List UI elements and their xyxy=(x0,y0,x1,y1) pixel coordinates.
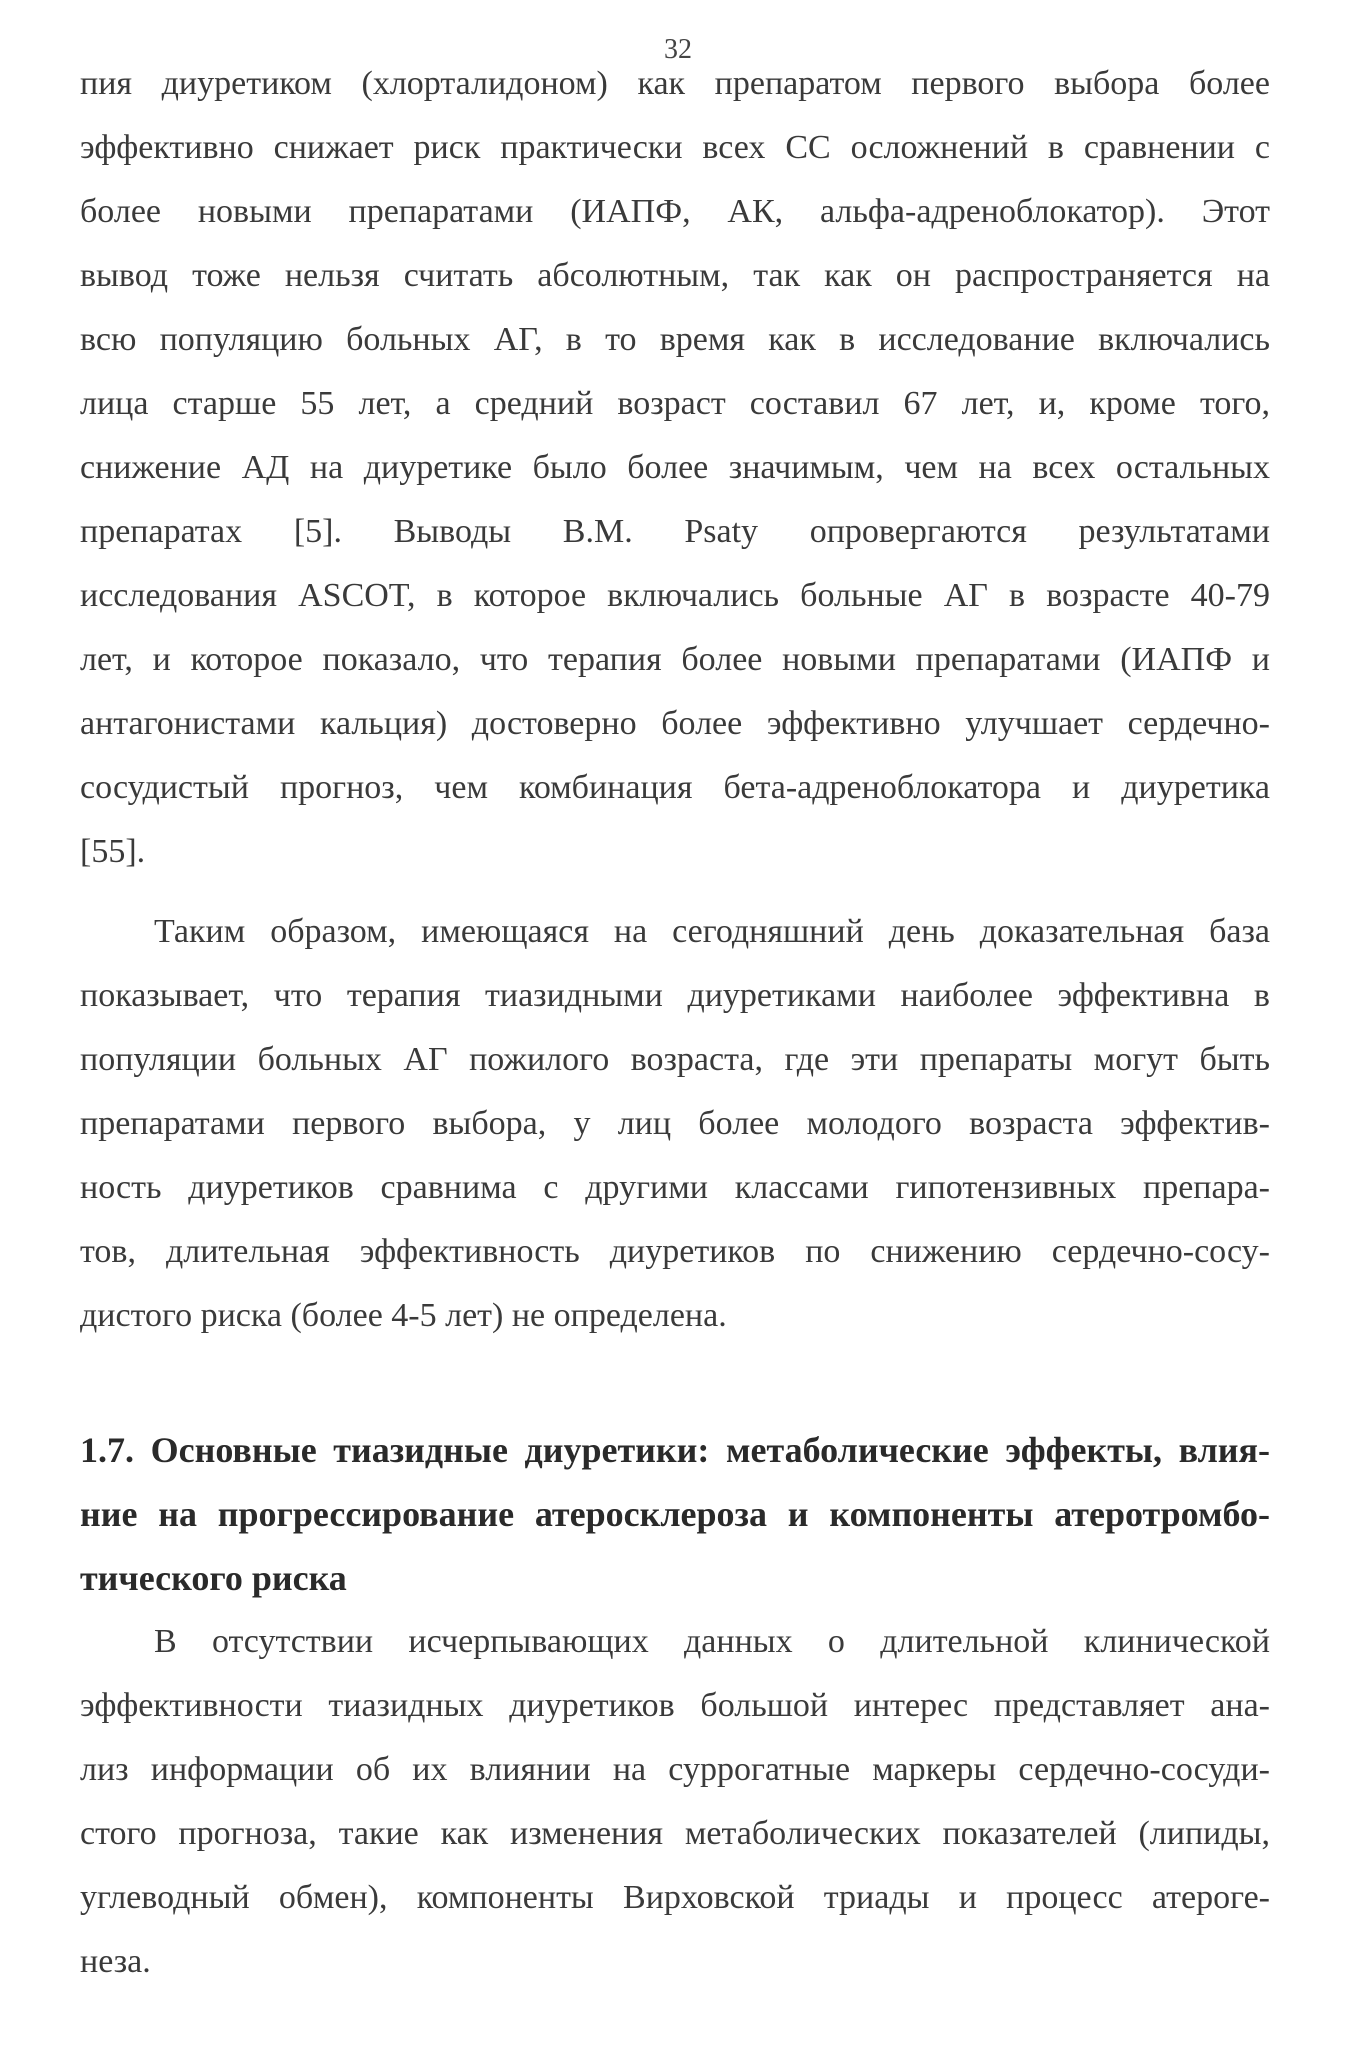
heading-line: тического риска xyxy=(80,1558,347,1598)
section-heading xyxy=(80,1418,1270,1610)
paragraph-3 xyxy=(80,1610,1270,1994)
paragraph-1 xyxy=(80,52,1270,884)
text-line: дистого риска (более 4-5 лет) не определена. xyxy=(80,1297,727,1334)
text-line: более новыми препаратами (ИАПФ, АК, альфа-адреноблокатор). Этот xyxy=(80,193,1270,230)
text-line: ность диуретиков сравнима с другими классами гипотензивных препара- xyxy=(80,1169,1270,1206)
text-line: показывает, что терапия тиазидными диуретиками наиболее эффективна в xyxy=(80,977,1270,1014)
text-line: сосудистый прогноз, чем комбинация бета-адреноблокатора и диуретика xyxy=(80,769,1270,806)
paragraph-2 xyxy=(80,900,1270,1348)
text-line: Таким образом, имеющаяся на сегодняшний день доказательная база xyxy=(154,913,1270,950)
text-line: лица старше 55 лет, а средний возраст составил 67 лет, и, кроме того, xyxy=(80,385,1270,422)
text-line: эффективно снижает риск практически всех СС осложнений в сравнении с xyxy=(80,129,1270,166)
text-line: исследования ASCOT, в которое включались больные АГ в возрасте 40-79 xyxy=(80,577,1270,614)
text-line: углеводный обмен), компоненты Вирховской триады и процесс атероге- xyxy=(80,1879,1270,1916)
text-line: популяции больных АГ пожилого возраста, где эти препараты могут быть xyxy=(80,1041,1270,1078)
text-line: тов, длительная эффективность диуретиков по снижению сердечно-сосу- xyxy=(80,1233,1270,1270)
heading-line: ние на прогрессирование атеросклероза и компоненты атеротромбо- xyxy=(80,1494,1270,1534)
text-line: всю популяцию больных АГ, в то время как в исследование включались xyxy=(80,321,1270,358)
text-line: эффективности тиазидных диуретиков большой интерес представляет ана- xyxy=(80,1687,1270,1724)
text-line: В отсутствии исчерпывающих данных о длительной клинической xyxy=(154,1623,1270,1660)
text-line: стого прогноза, такие как изменения метаболических показателей (липиды, xyxy=(80,1815,1270,1852)
text-line: препаратах [5]. Выводы B.M. Psaty опровергаются результатами xyxy=(80,513,1270,550)
text-line: антагонистами кальция) достоверно более эффективно улучшает сердечно- xyxy=(80,705,1270,742)
text-line: вывод тоже нельзя считать абсолютным, так как он распространяется на xyxy=(80,257,1270,294)
page-number: 32 xyxy=(664,34,692,65)
text-line: препаратами первого выбора, у лиц более молодого возраста эффектив- xyxy=(80,1105,1270,1142)
text-line: лиз информации об их влиянии на суррогатные маркеры сердечно-сосуди- xyxy=(80,1751,1270,1788)
heading-line: 1.7. Основные тиазидные диуретики: метаболические эффекты, влия- xyxy=(80,1430,1270,1470)
text-line: неза. xyxy=(80,1943,151,1980)
text-line: [55]. xyxy=(80,833,146,870)
text-line: пия диуретиком (хлорталидоном) как препаратом первого выбора более xyxy=(80,65,1270,102)
text-line: лет, и которое показало, что терапия более новыми препаратами (ИАПФ и xyxy=(80,641,1270,678)
text-line: снижение АД на диуретике было более значимым, чем на всех остальных xyxy=(80,449,1270,486)
